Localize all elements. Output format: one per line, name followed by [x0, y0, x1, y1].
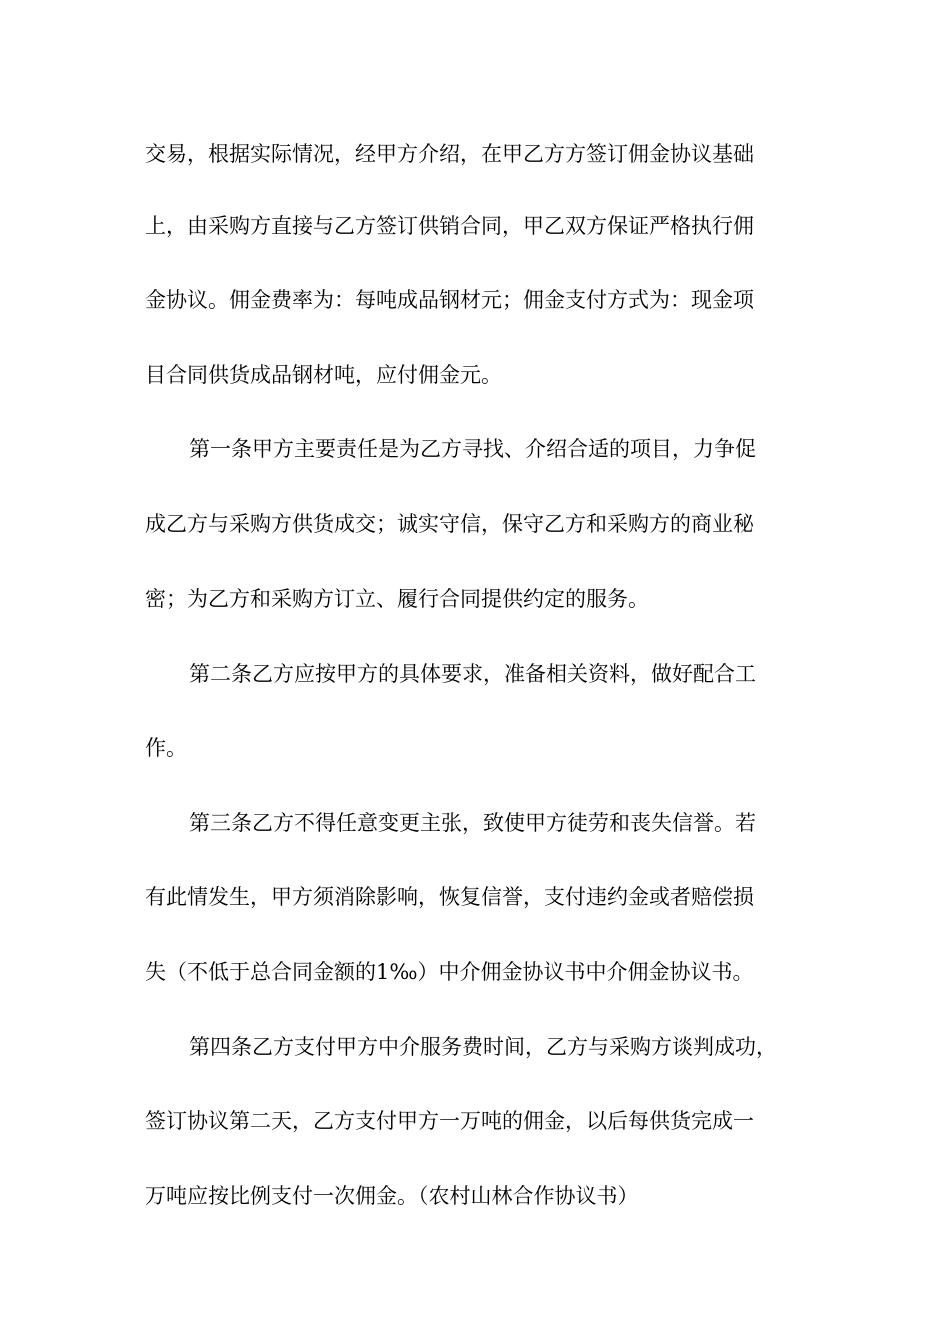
text-line: 作。 — [145, 736, 187, 760]
article-4-first-line: 第四条乙方支付甲方中介服务费时间，乙方与采购方谈判成功， — [189, 1035, 777, 1059]
text-line: 成乙方与采购方供货成交；诚实守信，保守乙方和采购方的商业秘 — [145, 512, 754, 536]
text-line: 签订协议第二天，乙方支付甲方一万吨的佣金，以后每供货完成一 — [145, 1109, 754, 1133]
article-1-first-line: 第一条甲方主要责任是为乙方寻找、介绍合适的项目，力争促 — [189, 437, 756, 461]
text-line: 失（不低于总合同金额的1‰）中介佣金协议书中介佣金协议书。 — [145, 960, 754, 984]
article-2-first-line: 第二条乙方应按甲方的具体要求，准备相关资料，做好配合工 — [189, 662, 756, 686]
text-line: 有此情发生，甲方须消除影响，恢复信誉，支付违约金或者赔偿损 — [145, 885, 754, 909]
text-line: 交易，根据实际情况，经甲方介绍，在甲乙方方签订佣金协议基础 — [145, 142, 754, 166]
text-line: 密；为乙方和采购方订立、履行合同提供约定的服务。 — [145, 587, 649, 611]
article-3-first-line: 第三条乙方不得任意变更主张，致使甲方徒劳和丧失信誉。若 — [189, 811, 756, 835]
text-line: 目合同供货成品钢材吨，应付佣金元。 — [145, 363, 502, 387]
text-line: 上，由采购方直接与乙方签订供销合同，甲乙双方保证严格执行佣 — [145, 214, 754, 238]
text-line: 金协议。佣金费率为：每吨成品钢材元；佣金支付方式为：现金项 — [145, 288, 754, 312]
text-line: 万吨应按比例支付一次佣金。（农村山林合作协议书） — [145, 1184, 639, 1208]
